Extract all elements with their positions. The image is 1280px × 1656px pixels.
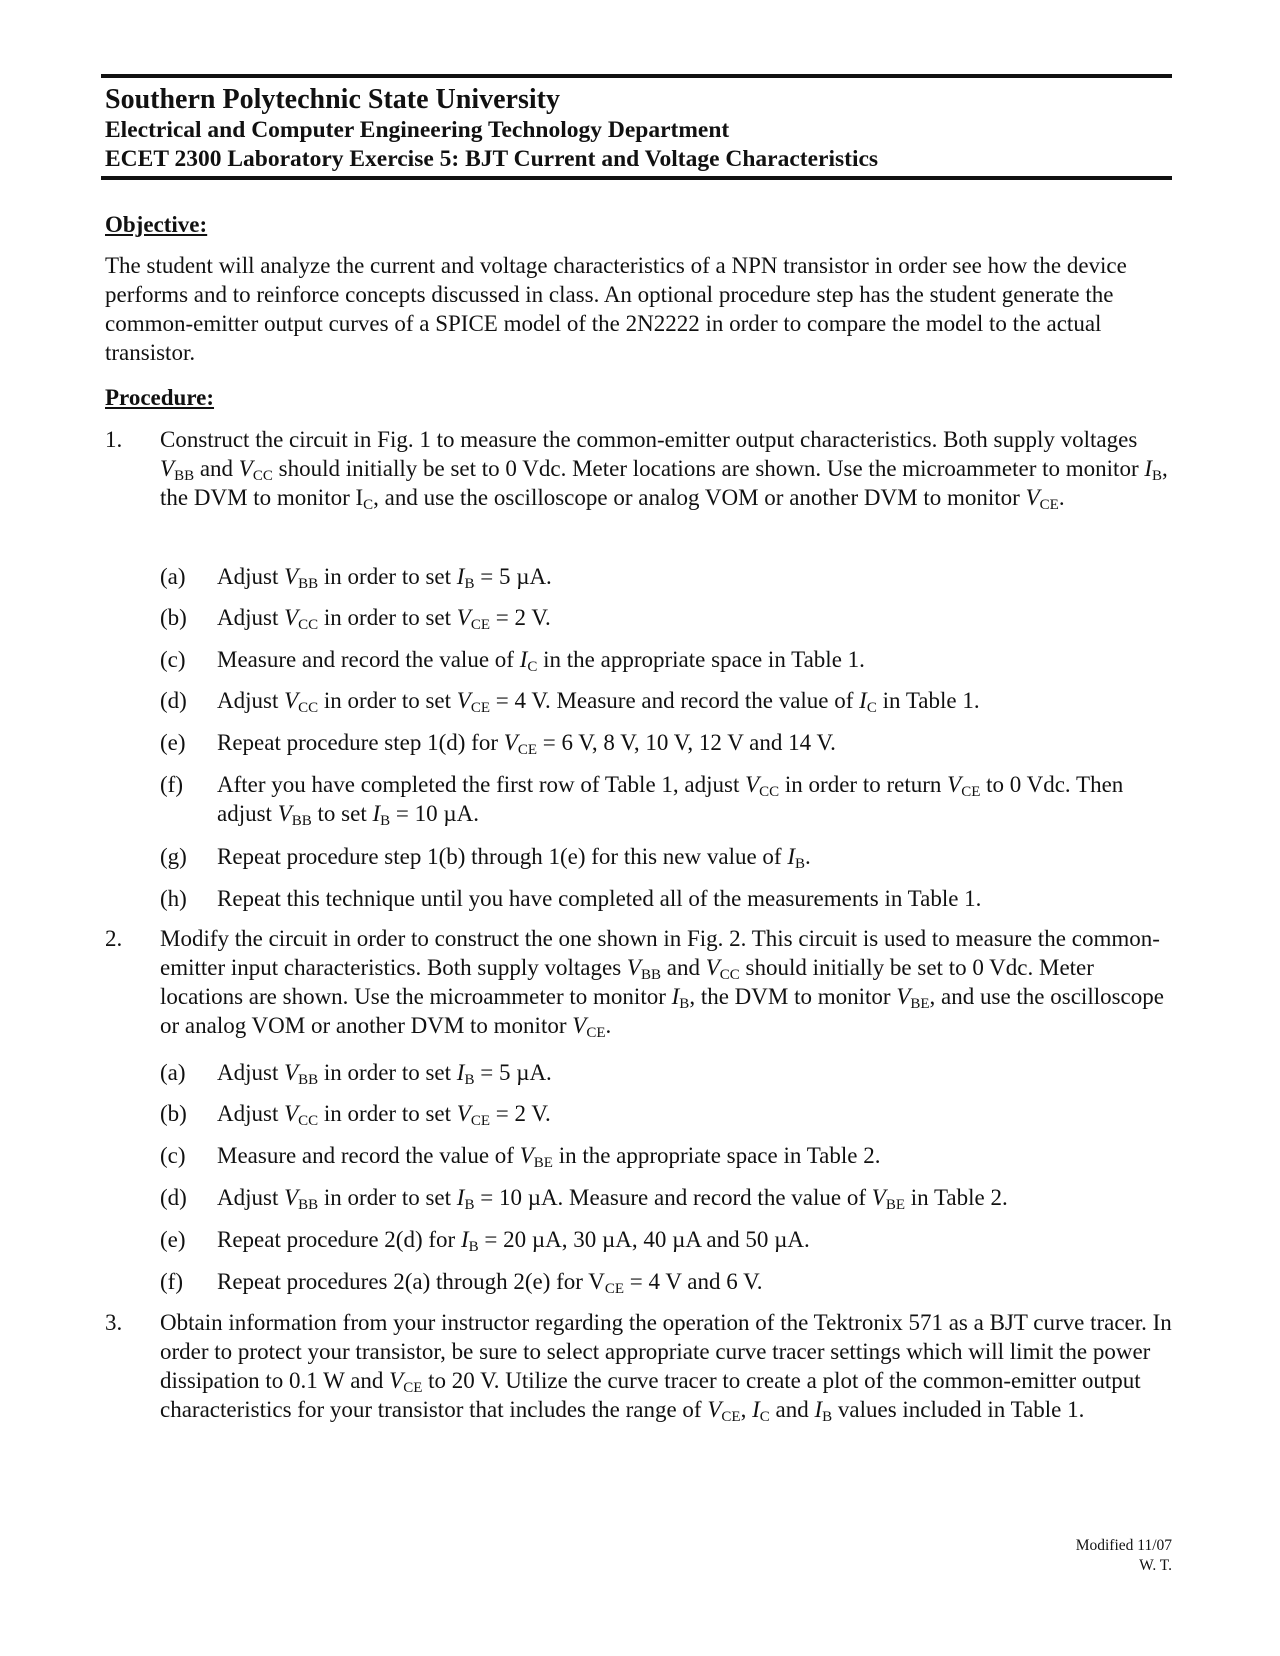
step-text: Modify the circuit in order to construct the one shown in Fig. 2. This circuit is used to measure the common-emitter input characteristics. Both supply voltages $V_{BB}$ and $V_{CC}$ should initially be set to 0 Vdc. Meter locations are shown. Use the microammeter to monitor $I_B$, the DVM to monitor $V_{BE}$, and use the oscilloscope or analog VOM or another DVM to monitor $V_{CE}$. [160,926,1164,1041]
header-bottom-rule [101,176,1172,180]
header-top-rule [101,74,1172,78]
lab-title: ECET 2300 Laboratory Exercise 5: BJT Current and Voltage Characteristics [105,146,879,172]
footer-initials: W. T. [1139,1557,1172,1574]
department-name: Electrical and Computer Engineering Technology Department [105,117,730,143]
step-number: 3. [105,1310,123,1335]
step-number: 2. [105,926,123,951]
objective-heading: Objective: [105,212,208,237]
procedure-heading: Procedure: [105,385,215,410]
document-page: Southern Polytechnic State University Electrical and Computer Engineering Technology Department ECET 2300 Laboratory Exercise 5: BJT Current and Voltage Characteristics Objective: The student will analyze the current and voltage characteristics of a NPN transistor in order see how the device performs and to reinforce concepts discussed in class. An optional procedure step has the student generate the common-emitter output curves of a SPICE model of the 2N2222 in order to compare the model to the actual transistor. Procedure: 1. Construct the circuit in Fig. 1 to measure the common-emitter output characteristics. Both supply voltages $V_{BB}$ and $V_{CC}$ should initially be set to 0 Vdc. Meter locations are shown. Use the microammeter to monitor $I_B$, the DVM to monitor $I_C$, and use the oscilloscope or analog VOM or another DVM to monitor $V_{CE}$. (a) Adjust $V_{BB}$ in order to set $I_B = 5$ µA. (b) Adjust $V_{CC}$ in order to set $V_{CE} = 2$ V. (c) Measure and record the value of $I_C$ in the appropriate space in Table 1. (d) Adjust $V_{CC}$ in order to set $V_{CE} = 4$ V. Measure and record the value of $I_C$ in Table 1. (e) Repeat procedure step 1(d) for $V_{CE} = 6$ V, 8 V, 10 V, 12 V and 14 V. (f) After you have completed the first row of Table 1, adjust $V_{CC}$ in order to return $V_{CE}$ to 0 Vdc. Then adjust $V_{BB}$ to set $I_B = 10$ µA. (g) Repeat procedure step 1(b) through 1(e) for this new value of $I_B$. (h) Repeat this technique until you have completed all of the measurements in Table 1. 2. Modify the circuit in order to construct the one shown in Fig. 2. This circuit is used to measure the common-emitter input characteristics. Both supply voltages $V_{BB}$ and $V_{CC}$ should initially be set to 0 Vdc. Meter locations are shown. Use the microammeter to monitor $I_B$, the DVM to monitor $V_{BE}$, and use the oscilloscope or analog VOM or another DVM to monitor $V_{CE}$. (a) Adjust $V_{BB}$ in order to set $I_B = 5$ µA. (b) Adjust $V_{CC}$ in order to set $V_{CE} = 2$ V. (c) Measure and record the value of $V_{BE}$ in the appropriate space in Table 2. (d) Adjust $V_{BB}$ in order to set $I_B = 10$ µA. Measure and record the value of $V_{BE}$ in Table 2. (e) Repeat procedure 2(d) for $I_B = 20$ µA, 30 µA, 40 µA and 50 µA. (f) Repeat procedures 2(a) through 2(e) for $V_{CE} = 4$ V and 6 V. 3. Obtain information from your instructor regarding the operation of the Tektronix 571 as a BJT curve tracer. In order to protect your transistor, be sure to select appropriate curve tracer settings which will limit the power dissipation to 0.1 W and $V_{CE}$ to 20 V. Utilize the curve tracer to create a plot of the common-emitter output characteristics for your transistor that includes the range of $V_{CE}$, $I_C$ and $I_B$ values included in Table 1. Modified 11/07 W. T. [0,0,1280,1656]
step-number: 1. [105,427,123,452]
objective-text: The student will analyze the current and voltage characteristics of a NPN transistor in order see how the device performs and to reinforce concepts discussed in class. An optional procedure step has the student generate the common-emitter output curves of a SPICE model of the 2N2222 in order to compare the model to the actual transistor. [105,253,1127,365]
footer-modified: Modified 11/07 [1075,1537,1172,1554]
step-text: Construct the circuit in Fig. 1 to measure the common-emitter output characteristics. Both supply voltages $V_{BB}$ and $V_{CC}$ should initially be set to 0 Vdc. Meter locations are shown. Use the microammeter to monitor $I_B$, the DVM to monitor $I_C$, and use the oscilloscope or analog VOM or another DVM to monitor $V_{CE}$. [160,427,1168,513]
step-text: Obtain information from your instructor regarding the operation of the Tektronix 571 as a BJT curve tracer. In order to protect your transistor, be sure to select appropriate curve tracer settings which will limit the power dissipation to 0.1 W and $V_{CE}$ to 20 V. Utilize the curve tracer to create a plot of the common-emitter output characteristics for your transistor that includes the range of $V_{CE}$, $I_C$ and $I_B$ values included in Table 1. [160,1310,1172,1425]
university-name: Southern Polytechnic State University [105,84,560,115]
